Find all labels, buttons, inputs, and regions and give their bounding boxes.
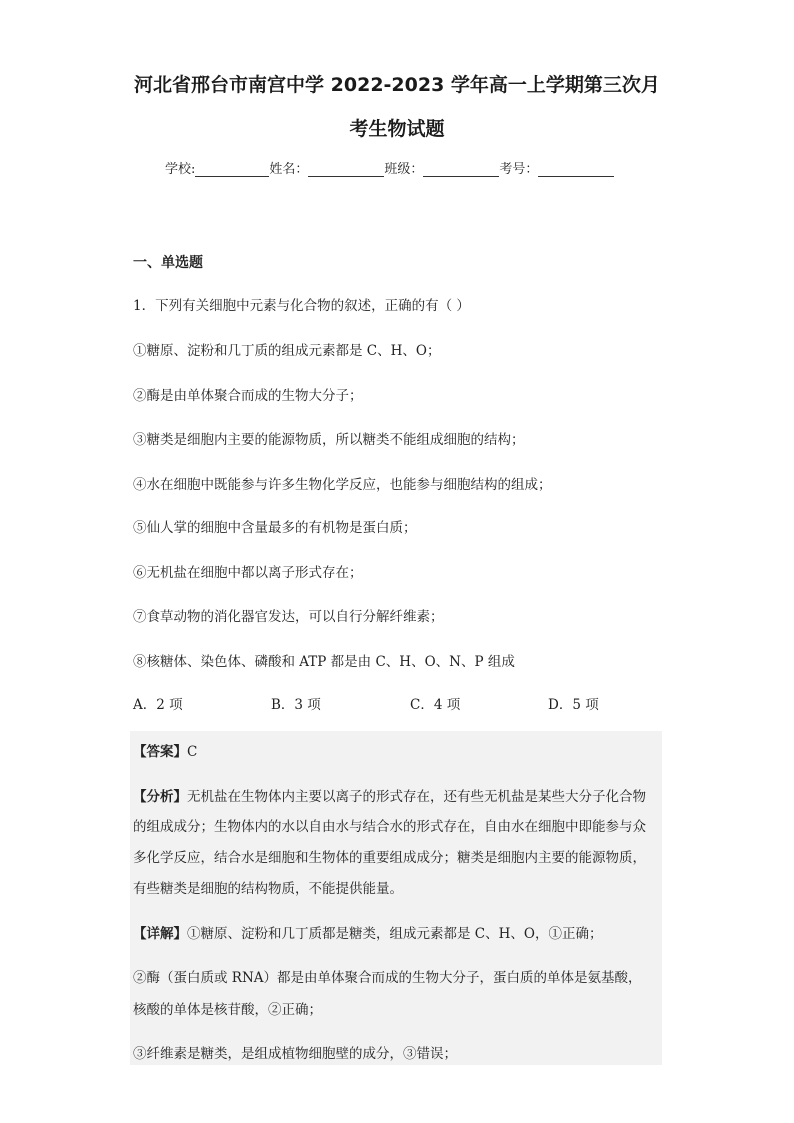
- school-blank[interactable]: [195, 162, 269, 177]
- question-item: ⑥无机盐在细胞中都以离子形式存在；: [133, 565, 363, 581]
- option-c[interactable]: C．4 项: [410, 697, 461, 713]
- answer-tag: 【答案】: [133, 744, 187, 760]
- detail-text: 核酸的单体是核苷酸，②正确；: [133, 1002, 322, 1018]
- school-label: 学校:: [165, 162, 196, 177]
- detail-text: ③纤维素是糖类，是组成植物细胞壁的成分，③错误；: [133, 1046, 457, 1062]
- name-blank[interactable]: [308, 162, 384, 177]
- detail-line: [133, 922, 602, 942]
- question-item: ③糖类是细胞内主要的能源物质，所以糖类不能组成细胞的结构；: [133, 432, 525, 448]
- analysis-line: [133, 785, 646, 805]
- question-item: ⑧核糖体、染色体、磷酸和 ATP 都是由 C、H、O、N、P 组成: [133, 654, 515, 670]
- option-d[interactable]: D．5 项: [548, 697, 599, 713]
- analysis-text: 无机盐在生物体内主要以离子的形式存在，还有些无机盐是某些大分子化合物: [187, 789, 646, 805]
- section-title: 一、单选题: [133, 255, 203, 271]
- detail-tag: 【详解】: [133, 926, 187, 942]
- name-label: 姓名：: [269, 162, 309, 177]
- analysis-text: 的组成成分；生物体内的水以自由水与结合水的形式存在，自由水在细胞中即能参与众: [133, 819, 646, 835]
- analysis-text: 多化学反应，结合水是细胞和生物体的重要组成成分；糖类是细胞内主要的能源物质，: [133, 850, 646, 866]
- class-label: 班级：: [384, 162, 424, 177]
- number-blank[interactable]: [538, 162, 614, 177]
- detail-text: ①糖原、淀粉和几丁质都是糖类，组成元素都是 C、H、O，①正确；: [187, 926, 603, 942]
- class-blank[interactable]: [423, 162, 499, 177]
- answer-line: [133, 740, 197, 760]
- question-item: ④水在细胞中既能参与许多生物化学反应，也能参与细胞结构的组成；: [133, 477, 552, 493]
- detail-text: ②酶（蛋白质或 RNA）都是由单体聚合而成的生物大分子，蛋白质的单体是氨基酸，: [133, 970, 642, 986]
- question-item: ①糖原、淀粉和几丁质的组成元素都是 C、H、O；: [133, 343, 441, 359]
- page-title-line2: 考生物试题: [349, 118, 445, 140]
- question-item: ②酶是由单体聚合而成的生物大分子；: [133, 388, 363, 404]
- question-item: ⑦食草动物的消化器官发达，可以自行分解纤维素；: [133, 609, 444, 625]
- option-b[interactable]: B．3 项: [271, 697, 321, 713]
- analysis-tag: 【分析】: [133, 789, 187, 805]
- student-info-row: [165, 158, 614, 177]
- analysis-text: 有些糖类是细胞的结构物质，不能提供能量。: [133, 881, 403, 897]
- option-a[interactable]: A．2 项: [133, 697, 183, 713]
- answer-value: C: [187, 744, 198, 760]
- number-label: 考号：: [499, 162, 539, 177]
- page-title-line1: 河北省邢台市南宫中学 2022-2023 学年高一上学期第三次月: [134, 74, 660, 96]
- question-item: ⑤仙人掌的细胞中含量最多的有机物是蛋白质；: [133, 520, 417, 536]
- question-stem: 1．下列有关细胞中元素与化合物的叙述，正确的有（ ）: [133, 298, 470, 314]
